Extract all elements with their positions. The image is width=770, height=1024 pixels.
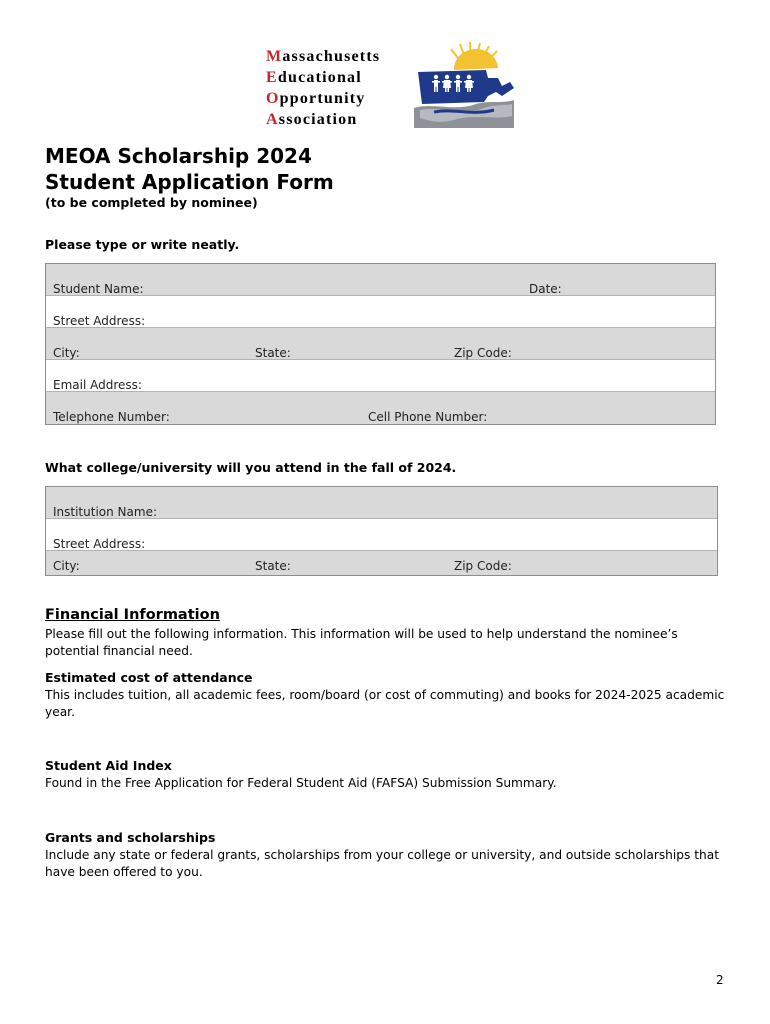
org-line-educational: Educational xyxy=(266,69,362,86)
student-name-field[interactable]: Student Name: xyxy=(53,282,144,296)
college-street-address-field[interactable]: Street Address: xyxy=(53,537,146,551)
email-address-field[interactable]: Email Address: xyxy=(53,378,142,392)
college-state-field[interactable]: State: xyxy=(255,559,291,573)
college-city-field[interactable]: City: xyxy=(53,559,80,573)
cell-phone-number-field[interactable]: Cell Phone Number: xyxy=(368,410,488,424)
organization-name xyxy=(266,46,380,130)
city-state-zip-row xyxy=(46,328,715,360)
college-info-form xyxy=(45,486,718,576)
student-aid-index-text: Found in the Free Application for Federal Student Aid (FAFSA) Submission Summary. xyxy=(45,776,557,790)
subtitle: (to be completed by nominee) xyxy=(45,195,258,210)
grants-scholarships-heading: Grants and scholarships xyxy=(45,830,216,845)
institution-name-field[interactable]: Institution Name: xyxy=(53,505,157,519)
cost-of-attendance-text: This includes tuition, all academic fees, room/board (or cost of commuting) and books for 2024-2025 academic year. xyxy=(45,688,725,719)
college-question: What college/university will you attend in the fall of 2024. xyxy=(45,460,457,475)
page-number: 2 xyxy=(716,973,724,987)
street-address-field[interactable]: Street Address: xyxy=(53,314,146,328)
college-street-row xyxy=(46,519,717,551)
grants-scholarships-text: Include any state or federal grants, scholarships from your college or university, and outside scholarships that have been offered to you. xyxy=(45,848,719,879)
student-name-row xyxy=(46,264,715,296)
org-line-massachusetts: Massachusetts xyxy=(266,48,381,65)
phone-row xyxy=(46,392,715,424)
meoa-logo-icon xyxy=(414,42,516,128)
financial-information-heading: Financial Information xyxy=(45,607,220,623)
college-zip-code-field[interactable]: Zip Code: xyxy=(454,559,512,573)
title-line-1: MEOA Scholarship 2024 xyxy=(45,144,312,168)
email-row xyxy=(46,360,715,392)
cost-of-attendance-heading: Estimated cost of attendance xyxy=(45,670,253,685)
date-field[interactable]: Date: xyxy=(529,282,562,296)
instruction-text: Please type or write neatly. xyxy=(45,237,240,252)
page-title xyxy=(45,143,334,195)
telephone-number-field[interactable]: Telephone Number: xyxy=(53,410,170,424)
student-info-form xyxy=(45,263,716,425)
institution-row xyxy=(46,487,717,519)
college-city-state-zip-row xyxy=(46,551,717,575)
state-field[interactable]: State: xyxy=(255,346,291,360)
student-aid-index-heading: Student Aid Index xyxy=(45,758,172,773)
street-address-row xyxy=(46,296,715,328)
zip-code-field[interactable]: Zip Code: xyxy=(454,346,512,360)
city-field[interactable]: City: xyxy=(53,346,80,360)
org-line-association: Association xyxy=(266,111,358,128)
financial-intro-text: Please fill out the following information. This information will be used to help understand the nominee’s potential financial need. xyxy=(45,627,678,658)
title-line-2: Student Application Form xyxy=(45,170,334,194)
org-line-opportunity: Opportunity xyxy=(266,90,366,107)
